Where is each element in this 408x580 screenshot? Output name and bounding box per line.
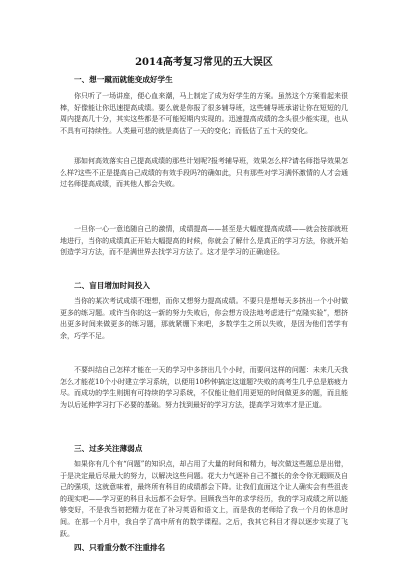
section-2-paragraph-2: 不要纠结自己怎样才能在一天的学习中多挤出几个小时，而要问这样的问题：未来几天我怎么才能花10个小时建立学习系统，以便用10秒钟搞定这道题?失败的高考生几乎总是筋疲力尽。而成功的学生则拥有可持续的学习系统，不仅能让他们用更短的时间做更多的题，而且能为以后延伸学习打下必要的基础。努力找到最好的学习方法，提高学习效率才是正道。	[60, 366, 348, 409]
section-1-paragraph-1: 你只听了一场讲座，便心血来潮，马上制定了成为好学生的方案。虽然这个方案看起来很棒，好像能让你迅速提高成绩。要么就是你报了很多辅导班，这些辅导班承诺让你在短短的几周内提高几十分，其实这些都是不可能短期内实现的。迅速提高成绩的念头很少能实现，也从不具有可持续性。人类最可悲的就是高估了一天的变化；而低估了五十天的变化。	[60, 92, 348, 135]
section-2-paragraph-1: 当你的某次考试成绩不理想，而你又想努力提高成绩。不要只是想每天多挤出一个小时做更多的练习题。或许当你的这一新的努力失败后，你会想方设法地考虑进行“克隆实验”，想挤出更多时间来做更多的练习题，那就紧绷下来吧，多数学生之所以失败，是因为他们苦学有余，巧学不足。	[60, 297, 348, 340]
document-title: 2014高考复习常见的五大误区	[135, 57, 273, 68]
section-heading-1: 一、想一蹴而就能变成好学生	[74, 75, 173, 84]
section-heading-2: 二、盲目增加时间投入	[74, 281, 150, 290]
section-1-paragraph-2: 那如何高效落实自己提高成绩的那些计划呢?报考辅导班，效果怎么样?请名师指导效果怎么样?这些不正是提高自己成绩的有效手段吗?的确如此，只有那些对学习满怀激情的人才会通过名师提高成绩，而其他人都会失败。	[60, 157, 348, 189]
section-heading-3: 三、过多关注薄弱点	[74, 444, 143, 453]
section-1-paragraph-3: 一旦你一心一意追随自己的激情，成绩提高——甚至是大幅度提高成绩——就会按部就班地进行，当你的成绩真正开始大幅提高的时候，你就会了解什么是真正的学习方法，你就开始创造学习方法，而不是满世界去找学习方法了。这才是学习的正确途径。	[60, 225, 348, 257]
section-heading-4: 四、只看重分数不注重排名	[74, 543, 166, 552]
section-3-paragraph-1: 如果你有几个有“问题”的知识点，却占用了大量的时间和精力，每次做这些题总是出错，于是决定最后尽最大的努力，以解决这些问题。花大力气逐补自己不擅长的余令你无暇顾及自己的强项，这就意味着，最终所有科目的成绩都会下降。让我们直面这个让人确实会有些沮丧的现实吧——学习更的科目永远都不会好学。回顾我当年的求学经历，我的学习成绩之所以能够变好，不是我当初把精力花在了补习英语和语文上，而是我的老师给了我一个月的休息时间。在那一个月中，我自学了高中所有的数学课程。之后，我其它科目才得以逐步实现了飞跃。	[60, 460, 348, 538]
